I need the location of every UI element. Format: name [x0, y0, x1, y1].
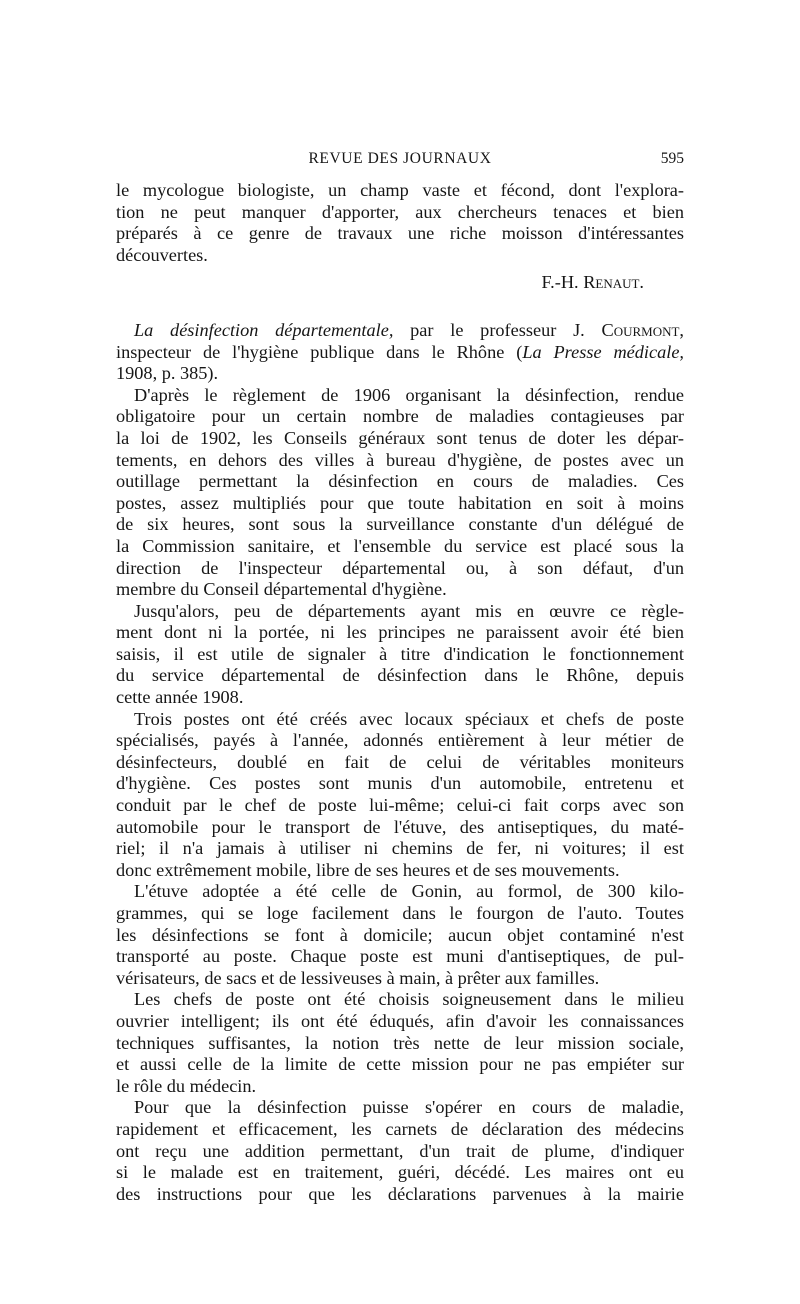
citation-line — [116, 342, 684, 364]
text-line: grammes, qui se loge facilement dans le fourgon de l'auto. Toutes — [116, 903, 684, 923]
article-title: La désinfection départementale, — [134, 319, 394, 340]
text-line: des instructions pour que les déclarations parvenues à la mairie — [116, 1183, 684, 1204]
page-header — [116, 150, 684, 172]
text-line: et aussi celle de la limite de cette mission pour ne pas empiéter sur — [116, 1054, 684, 1075]
text-line: saisis, il est utile de signaler à titre d'indication le fonctionnement — [116, 643, 684, 664]
citation-by: par le professeur J. — [393, 319, 602, 340]
text-line: cette année 1908. — [116, 687, 244, 708]
text-line: du service départemental de désinfection dans le Rhône, depuis — [116, 665, 684, 686]
text-line: tion ne peut manquer d'apporter, aux chercheurs tenaces et bien — [116, 201, 684, 222]
text-line: de six heures, sont sous la surveillance constante d'un délégué de — [116, 514, 684, 535]
text-line: désinfecteurs, doublé en fait de celui de véritables moniteurs — [116, 751, 684, 772]
text-line: Trois postes ont été créés avec locaux spéciaux et chefs de poste — [134, 708, 684, 729]
text-line: L'étuve adoptée a été celle de Gonin, au formol, de 300 kilo- — [134, 881, 684, 902]
text-line: membre du Conseil départemental d'hygiène. — [116, 579, 447, 600]
citation-author: Courmont, — [601, 319, 684, 340]
text-line: obligatoire pour un certain nombre de maladies contagieuses par — [116, 406, 684, 427]
text-line: spécialisés, payés à l'année, adonnés entièrement à leur métier de — [116, 730, 684, 751]
citation-affiliation: inspecteur de l'hygiène publique dans le Rhône ( — [116, 341, 523, 362]
text-line: techniques suffisantes, la notion très nette de leur mission sociale, — [116, 1032, 684, 1053]
text-line: donc extrêmement mobile, libre de ses heures et de ses mouvements. — [116, 859, 620, 880]
text-line: direction de l'inspecteur départemental ou, à son défaut, d'un — [116, 557, 684, 578]
text-line: transporté au poste. Chaque poste est muni d'antiseptiques, de pul- — [116, 946, 684, 967]
citation-line — [116, 320, 684, 342]
text-line: le mycologue biologiste, un champ vaste et fécond, dont l'explora- — [116, 180, 684, 200]
text-line: le rôle du médecin. — [116, 1075, 257, 1096]
paragraph — [116, 709, 684, 882]
text-line: la Commission sanitaire, et l'ensemble du service est placé sous la — [116, 535, 684, 556]
text-line: outillage permettant la désinfection en cours de maladies. Ces — [116, 471, 684, 492]
spacer — [116, 294, 684, 320]
text-line: ment dont ni la portée, ni les principes ne paraissent avoir été bien — [116, 622, 684, 643]
text-line: riel; il n'a jamais à utiliser ni chemins de fer, ni voitures; il est — [116, 838, 684, 859]
intro-paragraph — [116, 180, 684, 266]
text-line: découvertes. — [116, 244, 208, 265]
citation-line: 1908, p. 385). — [116, 363, 219, 384]
text-line: conduit par le chef de poste lui-même; celui-ci fait corps avec son — [116, 795, 684, 816]
page-body — [116, 180, 684, 1205]
paragraph — [116, 385, 684, 601]
text-line: d'hygiène. Ces postes sont munis d'un automobile, entretenu et — [116, 773, 684, 794]
citation-journal: La Presse médicale, — [522, 341, 684, 362]
paragraph — [116, 989, 684, 1097]
text-line: les désinfections se font à domicile; aucun objet contaminé n'est — [116, 924, 684, 945]
running-title: REVUE DES JOURNAUX — [308, 150, 492, 167]
paragraph — [116, 601, 684, 709]
text-line: préparés à ce genre de travaux une riche moisson d'intéressantes — [116, 223, 684, 244]
text-line: postes, assez multipliés pour que toute habitation en soit à moins — [116, 492, 684, 513]
text-line: Pour que la désinfection puisse s'opérer en cours de maladie, — [134, 1097, 684, 1118]
text-line: ouvrier intelligent; ils ont été éduqués, afin d'avoir les connaissances — [116, 1010, 684, 1031]
paragraph — [116, 1097, 684, 1205]
text-line: D'après le règlement de 1906 organisant la désinfection, rendue — [134, 384, 684, 405]
text-line: tements, en dehors des villes à bureau d'hygiène, de postes avec un — [116, 449, 684, 470]
paragraph — [116, 881, 684, 989]
text-line: automobile pour le transport de l'étuve, des antiseptiques, du maté- — [116, 816, 684, 837]
text-line: Les chefs de poste ont été choisis soigneusement dans le milieu — [134, 989, 684, 1010]
text-line: vérisateurs, de sacs et de lessiveuses à main, à prêter aux familles. — [116, 967, 600, 988]
text-line: la loi de 1902, les Conseils généraux sont tenus de doter les dépar- — [116, 427, 684, 448]
text-line: si le malade est en traitement, guéri, décédé. Les maires ont eu — [116, 1162, 684, 1183]
article-body — [116, 385, 684, 1206]
author-signature: F.-H. Renaut. — [541, 272, 644, 293]
text-line: Jusqu'alors, peu de départements ayant mis en œuvre ce règle- — [134, 600, 684, 621]
article-citation — [116, 320, 684, 385]
page-number: 595 — [660, 150, 684, 167]
text-line: rapidement et efficacement, les carnets de déclaration des médecins — [116, 1118, 684, 1139]
text-line: ont reçu une addition permettant, d'un trait de plume, d'indiquer — [116, 1140, 684, 1161]
